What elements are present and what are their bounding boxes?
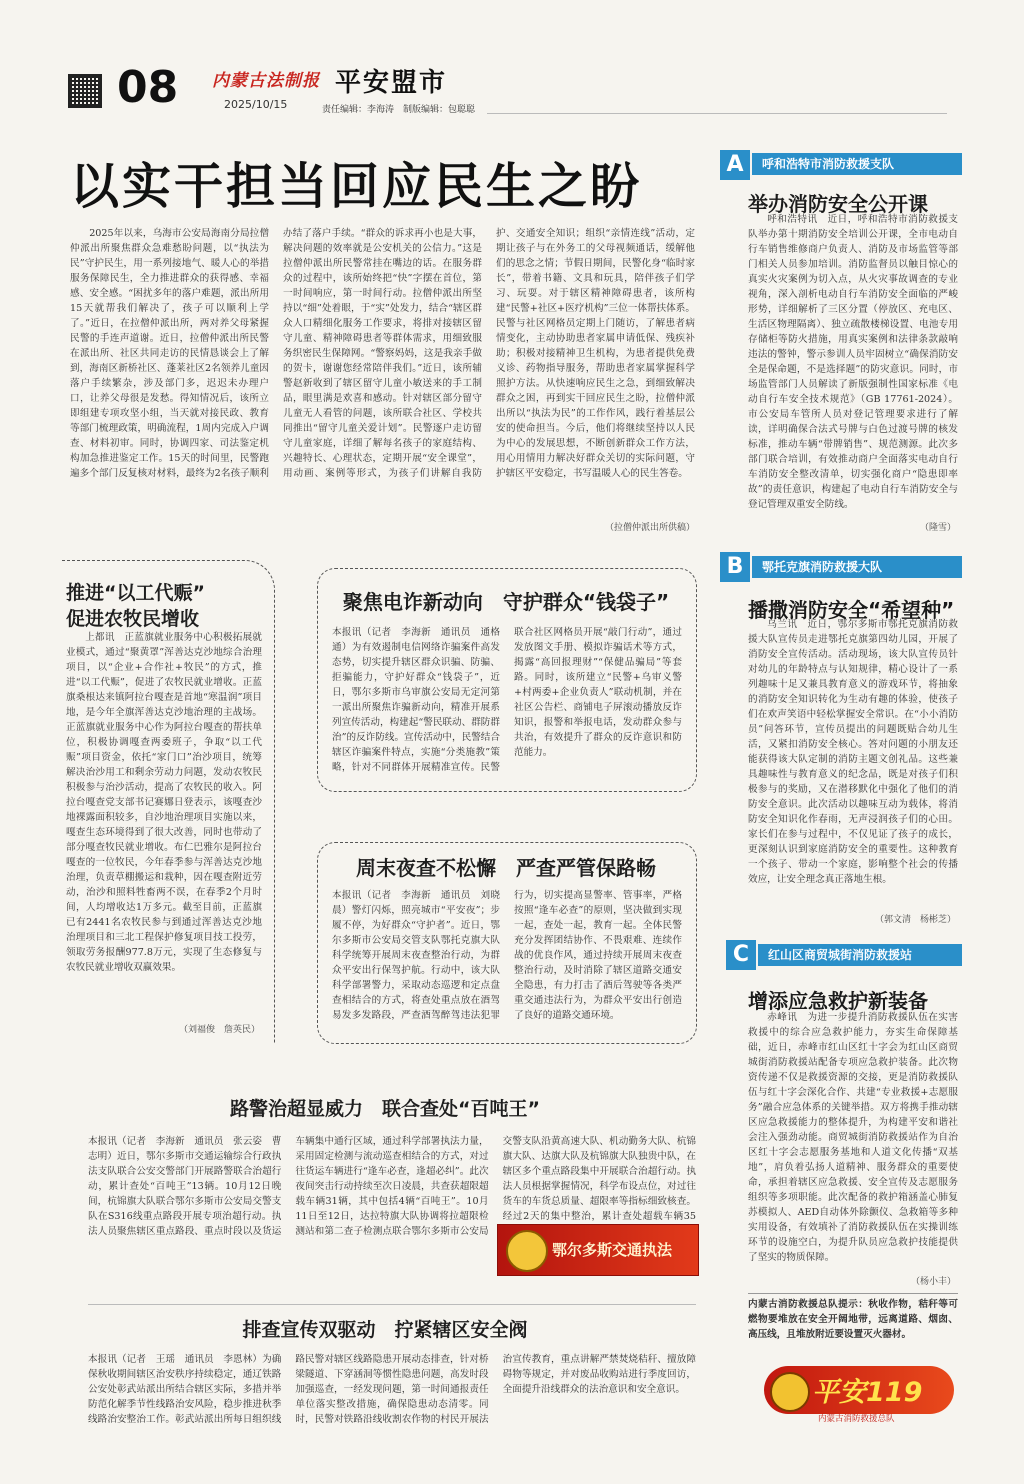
sidebar-a-byline: （隆雪）	[919, 523, 956, 533]
rail-body: 本报讯（记者 王瑶 通讯员 李恩林）为确保秋收期间辖区治安秩序持续稳定，通辽铁路公安处彰武站派出所结合辖区实际，多措并举防范化解季节性线路治安风险，稳步推进秋季线路治安整治工作。彰武站派出所每日组织线路民警对辖区线路隐患开展动态排查，针对桥梁隧道、下穿涵洞等惯性隐患问题，高发时段加强巡查，一经发现问题，第一时间通报责任单位落实整改措施，确保隐患动态清零。同时，民警对铁路沿线收割农作物的村民开展法治宣传教育，重点讲解严禁焚烧秸秆、擅放障碍物等规定，并对废品收购站进行季度回访，全面提升沿线群众的法治意识和安全意识。	[88, 1354, 696, 1425]
workfare-byline: （刘福俊 詹英民）	[178, 1025, 260, 1035]
workfare-headline-1: 推进“以工代赈”	[66, 582, 205, 604]
page-number: 08	[117, 62, 179, 113]
header-rule	[487, 113, 947, 114]
rail-divider	[88, 1304, 696, 1305]
lead-headline: 以实干担当回应民生之盼	[70, 157, 643, 215]
overload-body: 本报讯（记者 李海新 通讯员 张云姿 曹志明）近日，鄂尔多斯市交通运输综合行政执法支队联合公安交警部门开展路警联合治超行动，累计查处“百吨王”13辆。10月12日晚间，杭锦旗大队联合鄂尔多斯市公安局交警支队在S316线重点路段开展专项治超行动。执法人员聚焦辖区重点路段、重点时段以及货运车辆集中通行区域，通过科学部署执法力量，采用固定检测与流动巡查相结合的方式，对过往货运车辆进行“逢车必查，逢超必纠”。此次夜间突击行动持续至次日凌晨，共查获超限超载车辆31辆，其中包括4辆“百吨王”。10月11日至12日，达拉特旗大队协调将拉超限检测站和第二查子检测点联合鄂尔多斯市公安局交警支队沿黄高速大队、机动勤务大队、杭锦旗大队、达旗大队及杭锦旗大队独贵中队，在辖区多个重点路段集中开展联合治超行动。执法人员根据掌握情况，科学布设点位，对过往货车的车货总质量、超限率等指标细致核查。经过2天的集中整治，累计查处超载车辆35	[88, 1136, 696, 1237]
fraud-headline: 聚焦电诈新动向 守护群众“钱袋子”	[342, 590, 670, 614]
night-headline: 周末夜查不松懈 严查严管保路畅	[356, 856, 656, 880]
editors-line: 责任编辑：李海涛 制版编辑：包聪聪	[322, 105, 476, 115]
workfare-headline-2: 促进农牧民增收	[66, 608, 200, 630]
police-emblem-icon	[506, 1230, 548, 1272]
overload-headline: 路警治超显威力 联合查处“百吨王”	[230, 1098, 540, 1120]
notice-title: 内蒙古消防救援总队提示：	[748, 1299, 869, 1310]
sidebar-b-byline: （郭文清 杨彬芝）	[874, 915, 956, 925]
traffic-enforcement-banner	[497, 1224, 699, 1276]
paper-name-logo: 内蒙古法制报	[212, 71, 320, 91]
section-title: 平安盟市	[335, 68, 448, 98]
sidebar-b-letter: B	[720, 552, 750, 582]
sidebar-c-title: 增添应急救护新装备	[748, 989, 928, 1013]
sidebar-b-body: 乌兰讯 近日，鄂尔多斯市鄂托克旗消防救援大队宣传员走进鄂托克旗第四幼儿园，开展了消防安全宣传活动。活动现场，该大队宣传员针对幼儿的年龄特点与认知规律，精心设计了一系列趣味十足又兼具教育意义的游戏环节，将抽象的消防安全知识转化为生动有趣的体验，使孩子们在欢声笑语中轻松掌握安全常识。在“小小消防员”问答环节，宣传员提出的问题既贴合幼儿生活，又紧扣消防安全核心。答对问题的小朋友还能获得该大队定制的消防主题文创礼品。这些兼具趣味性与教育意义的纪念品，既是对孩子们积极参与的奖励，又在潜移默化中强化了他们的消防安全意识。此次活动以趣味互动为载体，将消防安全知识化作春雨，无声浸润孩子们的心田。家长们在参与过程中，不仅见证了孩子的成长，更深刻认识到家庭消防安全的重要性。这种教育一个孩子、带动一个家庭，影响整个社会的传播效应，让安全理念真正落地生根。	[748, 619, 958, 885]
sidebar-c-unit: 红山区商贸城街消防救援站	[758, 944, 962, 966]
qr-code-icon	[68, 74, 102, 108]
sidebar-c-byline: （杨小丰）	[910, 1277, 956, 1287]
issue-date: 2025/10/15	[224, 98, 288, 111]
badge-text: 平安119	[812, 1377, 923, 1408]
banner-text: 鄂尔多斯交通执法	[552, 1241, 673, 1259]
sidebar-a-title: 举办消防安全公开课	[748, 192, 928, 216]
sidebar-c-letter: C	[726, 940, 756, 970]
lead-body: 2025年以来，乌海市公安局海南分局拉僧仲派出所聚焦群众急难愁盼问题，以“执法为民”守护民生，用一系列接地气、暖人心的举措服务保障民生，全力推进群众的获得感、幸福感、安全感。“困扰多年的落户难题，派出所用15天就帮我们解决了，孩子可以顺利上学了。”近日，在拉僧仲派出所，两对养父母紧握民警的手连声道谢。近日，拉僧仲派出所民警在派出所、社区共同走访的民情恳谈会上了解到，海南区新桥社区、蓬莱社区2名领养儿童因落户手续繁杂，涉及部门多，迟迟未办理户口，让养父母很是发愁。得知情况后，该所立即组建专项攻坚小组，当天就对接民政、教育等部门梳理政策，明确流程，1周内完成入户调查、材料初审。同时，协调四家、司法鉴定机构加急推进鉴定工作。15天的时间里，民警跑遍多个部门反复核对材料，最终为2名孩子顺利办结了落户手续。“群众的诉求再小也是大事，解决问题的效率就是公安机关的公信力。”这是拉僧仲派出所民警常挂在嘴边的话。在服务群众的过程中，该所始终把“快”字摆在首位，第一时间响应，第一时间行动。拉僧仲派出所坚持以“细”处着眼，于“实”处发力，结合“辖区群众人口精细化服务工作要求，将排对接辖区留守儿童、精神障碍患者等群体需求，用细致服务织密民生保障网。“警察妈妈，这是我亲手做的贺卡，谢谢您经常陪伴我们。”近日，该所辅警赵新收到了辖区留守儿童小敏送来的手工制品，眼里满是欢喜和感动。针对辖区部分留守儿童无人看管的问题，该所联合社区、学校共同推出“留守儿童关爱计划”。民警逐户走访留守儿童家庭，详细了解每名孩子的家庭结构、兴趣特长、心理状态，定期开展“安全课堂”，用动画、案例等形式，为孩子们讲解自我防护、交通安全知识；组织“亲情连线”活动，定期让孩子与在外务工的父母视频通话，缓解他们的思念之情；节假日期间，民警化身“临时家长”，带着书籍、文具和玩具，陪伴孩子们学习、玩耍。对于辖区精神障碍患者，该所构建“民警+社区+医疗机构”三位一体帮扶体系。民警与社区网格员定期上门随访，了解患者病情变化，主动协助患者家属申请低保、残疾补助；积极对接精神卫生机构，为患者提供免费义诊、药物指导服务，帮助患者家属掌握科学照护方法。从快速响应民生之急，到细致解决群众之困，再到实干回应民生之盼，拉僧仲派出所以“执法为民”的工作作风，践行着基层公安的使命担当。今后，他们将继续坚持以人民为中心的发展思想，不断创新群众工作方法，用心用情用力解决好群众关切的实际问题，守护辖区平安稳定，书写温暖人心的民生答卷。	[70, 228, 695, 479]
notice-box	[748, 1297, 958, 1361]
badge-caption: 内蒙古消防救援总队	[818, 1414, 895, 1424]
workfare-body: 上都讯 正蓝旗就业服务中心积极拓展就业模式，通过“聚黄罩”浑善达克沙地综合治理项目，以“企业+合作社+牧民”的方式，推进“以工代赈”，促进了农牧民就业增收。正蓝旗桑根达来镇阿拉台嘎查是首地“寒温润”项目地，是今年全旗浑善达克沙地治理的主战场。正蓝旗就业服务中心作为阿拉台嘎查的帮扶单位，积极协调嘎查两委班子，争取“以工代赈”项目资金，依托“家门口”治沙项目，统筹解决治沙用工和剩余劳动力问题，发动农牧民积极参与治沙活动，提高了农牧民的收入。阿拉台嘎查党支部书记赛娜日登表示，该嘎查沙地裸露面积较多，自沙地治理项目实施以来，嘎查生态环境得到了很大改善，同时也带动了部分嘎查牧民就业增收。布仁巴雅尔是阿拉台嘎查的一位牧民，今年春季参与浑善达克沙地治理，负责草棚搬运和栽种，因在嘎查附近劳动，治沙和照料牲畜两不误，在春季2个月时间，人均增收达1万多元。截至目前，正蓝旗已有2441名农牧民参与到通过浑善达克沙地治理项目和三北工程保护修复项目技工投劳，领取劳务报酬977.8万元，实现了生态修复与农牧民就业增收双赢效果。	[66, 632, 262, 973]
sidebar-c-body: 赤峰讯 为进一步提升消防救援队伍在实害救援中的综合应急救护能力，夯实生命保障基础，近日，赤峰市红山区红十字会为红山区商贸城街消防救援站配备专项应急救护装备。此次物资传递不仅是救援资源的交接，更是消防救援队伍与红十字会深化合作、共建“专业救援+志愿服务”融合应急体系的关键举措。双方将携手推动辖区应急救援能力的整体提升，为构建平安和谐社会注入强劲动能。商贸城街消防救援站作为自治区红十字会志愿服务基地和人道文化传播“双基地”，肩负着弘扬人道精神、服务群众的重要使命，承担着辖区应急救援、安全宣传及志愿服务组织等多项职能。此次配备的救护箱涵盖心肺复苏模拟人、AED自动体外除颤仪、急救箱等多种实用设备，有效填补了消防救援队伍在实操训练环节的设施空白，为提升队员应急救护技能提供了坚实的物质保障。	[748, 1012, 958, 1263]
sidebar-a-unit: 呼和浩特市消防救援支队	[752, 153, 962, 175]
lead-byline: （拉僧仲派出所供稿）	[604, 523, 695, 533]
sidebar-b-title: 播撒消防安全“希望种”	[748, 598, 955, 622]
sidebar-a-body: 呼和浩特讯 近日，呼和浩特市消防救援支队举办第十期消防安全培训公开课，全市电动自行车销售维修商户负责人、消防及市场监管等部门相关人员参加培训。消防监督员以触目惊心的真实火灾案例为切入点，从火灾事故调查的专业视角，深入剖析电动自行车消防安全面临的严峻形势，详细解析了三区分置（停放区、充电区、生活区物理隔离）、独立疏散楼梯设置、电池专用存储柜等防火措施，用真实案例和法律条款敲响违法的警钟，警示参训人员牢固树立“确保消防安全是保命题，不是选择题”的防灾意识。同时，市场监管部门人员解读了新版强制性国家标准《电动自行车安全技术规范》（GB 17761-2024）。市公安局车管所人员对登记管理要求进行了解读，详明确保合法式号牌与白色过渡号牌的核发标准，推动车辆“带牌销售”、规范测源。此次多部门联合培训，有效推动商户全面落实电动自行车消防安全整改清单，切实强化商户“隐患即率故”的责任意识，构建起了电动自行车消防安全与登记管理双重安全防线。	[748, 214, 958, 510]
notice-body: 秋收作物，秸秆等可燃物要堆放在安全开阔地带，远离道路、烟囱、高压线，且堆放附近要设置灭火器材。	[748, 1299, 958, 1340]
fire-emblem-icon	[770, 1372, 810, 1412]
notice-divider	[748, 1293, 958, 1294]
rail-headline: 排查宣传双驱动 拧紧辖区安全阀	[242, 1319, 528, 1341]
night-body: 本报讯（记者 李海新 通讯员 刘晓晨）警灯闪烁，照亮城市“平安夜”；步履不停，为好群众“守护者”。近日，鄂尔多斯市公安局交管支队鄂托克旗大队科学统筹开展周末夜查整治行动，为群众平安出行保驾护航。行动中，该大队科学部署警力，采取动态巡逻和定点盘查相结合的方式，将查处重点放在酒驾易发多发路段，严查酒驾醉驾违法犯罪行为，切实提高显警率、管事率，严格按照“逢车必查”的原则，坚决做到实现一起，查处一起，教育一起。全体民警充分发挥团结协作、不畏艰难、连续作战的优良作风，通过持续开展周末夜查整治行动，及时消除了辖区道路交通安全隐患，有力打击了酒后驾驶等各类严重交通违法行为，为群众平安出行创造了良好的道路交通环境。	[332, 890, 682, 1021]
sidebar-b-unit: 鄂托克旗消防救援大队	[752, 556, 962, 578]
fraud-body: 本报讯（记者 李海新 通讯员 通格通）为有效遏制电信网络诈骗案件高发态势，切实提升辖区群众识骗、防骗、拒骗能力，守护好群众“钱袋子”，近日，鄂尔多斯市乌审旗公安局无定河第一派出所聚焦诈骗新动向，精准开展系列宣传活动，构建起“警民联动、群防群治”的反诈防线。宣传活动中，民警结合辖区诈骗案件特点，实施“分类施教”策略，针对不同群体开展精准宣传。民警联合社区网格员开展“敲门行动”，通过发放图文手册、模拟诈骗话术等方式，揭露“高回报理财”“保健品骗局”等套路。同时，该所建立“民警+乌审义警+村两委+企业负责人”联动机制，并在社区公告栏、商铺电子屏滚动播放反诈知识，报警和举报电话，发动群众参与共治，有效提升了群众的反诈意识和防范能力。	[332, 627, 682, 773]
safety-119-badge	[764, 1366, 954, 1414]
sidebar-a-letter: A	[720, 150, 750, 180]
